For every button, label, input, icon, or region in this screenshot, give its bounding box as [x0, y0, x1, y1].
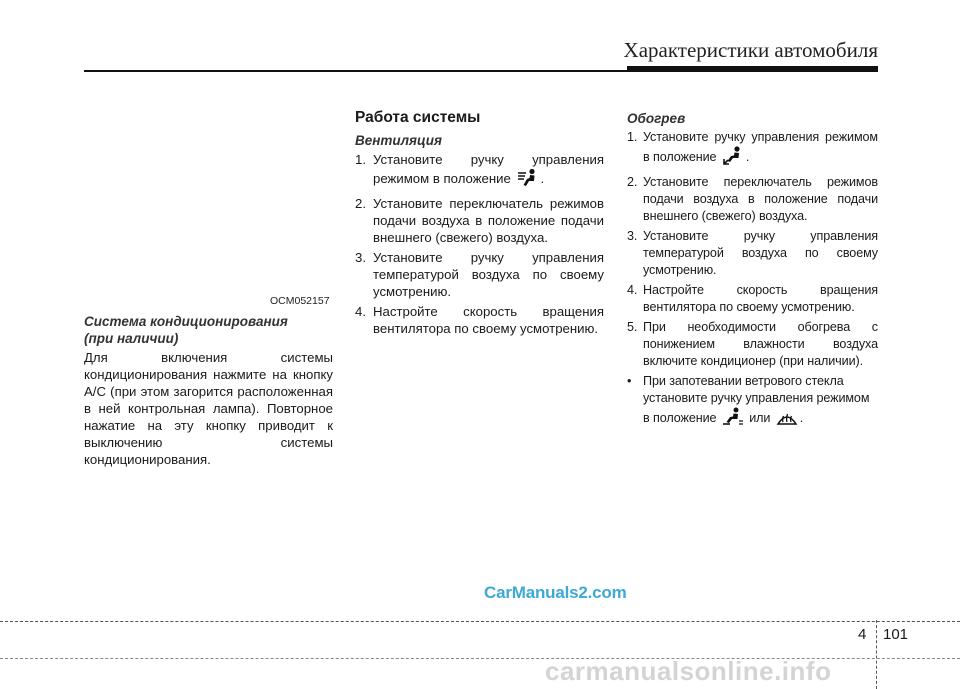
- watermark-link[interactable]: CarManuals2.com: [484, 583, 627, 602]
- bullet-text: При запотевании ветрового стекла установите ручку управления режимом в положение: [643, 374, 870, 425]
- step-number: 4.: [355, 304, 366, 319]
- footer-rule: [0, 621, 960, 622]
- heating-step: [627, 228, 878, 279]
- ventilation-step: [355, 151, 604, 192]
- heating-steps: [627, 129, 878, 370]
- step-text: Установите ручку управления режимом в положение: [643, 130, 878, 164]
- ac-heading: [84, 313, 333, 347]
- step-text: Установите ручку управления температурой воздуха по своему усмотрению.: [373, 250, 604, 299]
- step-text: Установите ручку управления температурой воздуха по своему усмотрению.: [643, 229, 878, 277]
- ac-description: Для включения системы кондиционирования нажмите на кнопку A/C (при этом загорится расположенная в ней контрольная лампа). Повторное нажатие на эту кнопку приводит к выключению системы кондиционирования.: [84, 350, 333, 467]
- bullet-marker: •: [627, 374, 632, 388]
- face-vent-icon: [517, 168, 539, 192]
- site-watermark: carmanualsonline.info: [545, 656, 832, 686]
- bullet-or: или: [749, 411, 771, 425]
- chapter-title: Характеристики автомобиля: [623, 38, 878, 62]
- step-number: 3.: [355, 250, 366, 265]
- system-operation-section: [355, 108, 604, 340]
- step-suffix: .: [745, 150, 750, 164]
- floor-vent-icon: [722, 146, 744, 171]
- step-text: Настройте скорость вращения вентилятора по своему усмотрению.: [643, 283, 878, 314]
- section-number: 4: [858, 626, 867, 643]
- footer-divider: [876, 620, 877, 689]
- step-number: 1.: [627, 130, 638, 144]
- step-text: Установите ручку управления режимом в положение: [373, 152, 604, 186]
- figure-code: OCM052157: [270, 295, 330, 307]
- floor-defrost-icon: [722, 407, 744, 432]
- ventilation-steps: [355, 151, 604, 337]
- defog-bullet: [627, 373, 878, 432]
- step-text: Установите переключатель режимов подачи воздуха в положение подачи внешнего (свежего) воздуха.: [643, 175, 878, 223]
- ac-heading-line1: Система кондиционирования: [84, 314, 288, 329]
- ac-heading-line2: (при наличии): [84, 331, 179, 346]
- heating-step: [627, 319, 878, 370]
- step-text: При необходимости обогрева с понижением влажности воздуха включите кондиционер (при наличии).: [643, 320, 878, 368]
- step-number: 2.: [627, 175, 638, 189]
- header-rule: [84, 70, 627, 72]
- heating-section: [627, 110, 878, 435]
- air-conditioning-section: [84, 313, 333, 468]
- heating-step: [627, 129, 878, 171]
- defrost-icon: [776, 409, 798, 432]
- ventilation-step: [355, 303, 604, 337]
- ventilation-step: [355, 249, 604, 300]
- step-number: 3.: [627, 229, 638, 243]
- step-suffix: .: [540, 171, 545, 186]
- ventilation-heading: Вентиляция: [355, 133, 442, 148]
- page-number: 101: [883, 626, 909, 643]
- header-rule-accent: [627, 66, 878, 72]
- bullet-suffix: .: [799, 411, 804, 425]
- step-number: 5.: [627, 320, 638, 334]
- defog-note: [627, 373, 878, 432]
- step-text: Настройте скорость вращения вентилятора по своему усмотрению.: [373, 304, 604, 336]
- step-text: Установите переключатель режимов подачи воздуха в положение подачи внешнего (свежего) воздуха.: [373, 196, 604, 245]
- ventilation-step: [355, 195, 604, 246]
- heating-heading: Обогрев: [627, 111, 686, 126]
- heating-step: [627, 174, 878, 225]
- section-title: Работа системы: [355, 109, 481, 126]
- step-number: 2.: [355, 196, 366, 211]
- step-number: 1.: [355, 152, 366, 167]
- heating-step: [627, 282, 878, 316]
- step-number: 4.: [627, 283, 638, 297]
